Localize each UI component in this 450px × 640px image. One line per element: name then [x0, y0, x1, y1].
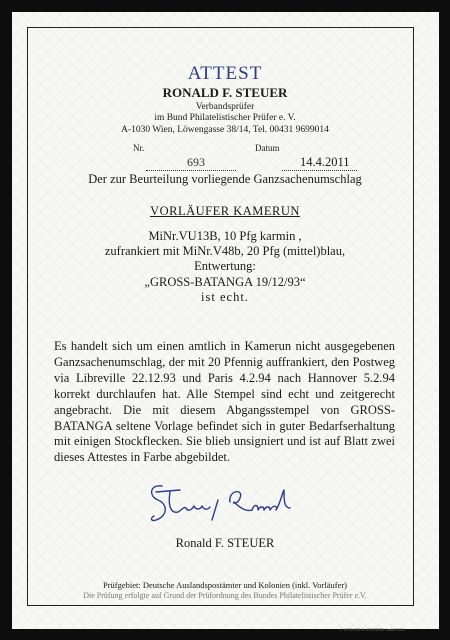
signer-name: Ronald F. STEUER	[175, 536, 275, 550]
subject-heading: VORLÄUFER KAMERUN	[150, 204, 300, 218]
certificate-title: ATTEST	[187, 63, 263, 84]
date-value: 14.4.2011	[300, 155, 350, 169]
handwritten-signature	[148, 480, 303, 535]
verdict-text: ist echt.	[201, 290, 249, 304]
printer-mark: © SCHAUB & SCHOBER GmbH 2004	[340, 627, 405, 632]
examiner-name: RONALD F. STEUER	[162, 85, 288, 100]
examination-rules: Die Prüfung erfolgte auf Grund der Prüfordnung des Bundes Philatelistischer Prüfer e.V.	[83, 591, 367, 600]
date-underline	[282, 170, 357, 171]
detail-line: „GROSS-BATANGA 19/12/93“	[144, 275, 306, 289]
examiner-association: im Bund Philatelistischer Prüfer e. V.	[154, 113, 296, 123]
description-paragraph: Es handelt sich um einen amtlich in Kamerun nicht ausgegebenen Ganzsachenumschlag, der mit 20 Pfennig auffrankiert, den Postweg via Libreville 22.12.93 und Paris 4.2.94 nach Hannover 5.2.94 korrekt durchlaufen hat. Alle Stempel sind echt und zeitgerecht angebracht. Die mit diesem Abgangsstempel von GROSS-BATANGA seltene Vorlage befindet sich in guter Bedarfserhaltung mit einigen Stockflecken. Sie blieb unsigniert und ist auf Blatt zwei dieses Attestes in Farbe abgebildet.	[54, 339, 395, 465]
number-value: 693	[187, 155, 205, 169]
number-label: Nr.	[133, 143, 145, 153]
intro-text: Der zur Beurteilung vorliegende Ganzsachenumschlag	[88, 172, 362, 186]
detail-line: Entwertung:	[194, 259, 256, 273]
detail-line: zufrankiert mit MiNr.V48b, 20 Pfg (mittel)blau,	[104, 244, 346, 258]
examiner-address: A-1030 Wien, Löwengasse 38/14, Tel. 00431 9699014	[121, 125, 329, 135]
detail-line: MiNr.VU13B, 10 Pfg karmin ,	[148, 229, 302, 243]
examination-area: Prüfgebiet: Deutsche Auslandspostämter und Kolonien (inkl. Vorläufer)	[102, 580, 347, 590]
date-label: Datum	[255, 143, 280, 153]
number-underline	[146, 170, 236, 171]
examiner-role: Verbandsprüfer	[195, 102, 255, 112]
